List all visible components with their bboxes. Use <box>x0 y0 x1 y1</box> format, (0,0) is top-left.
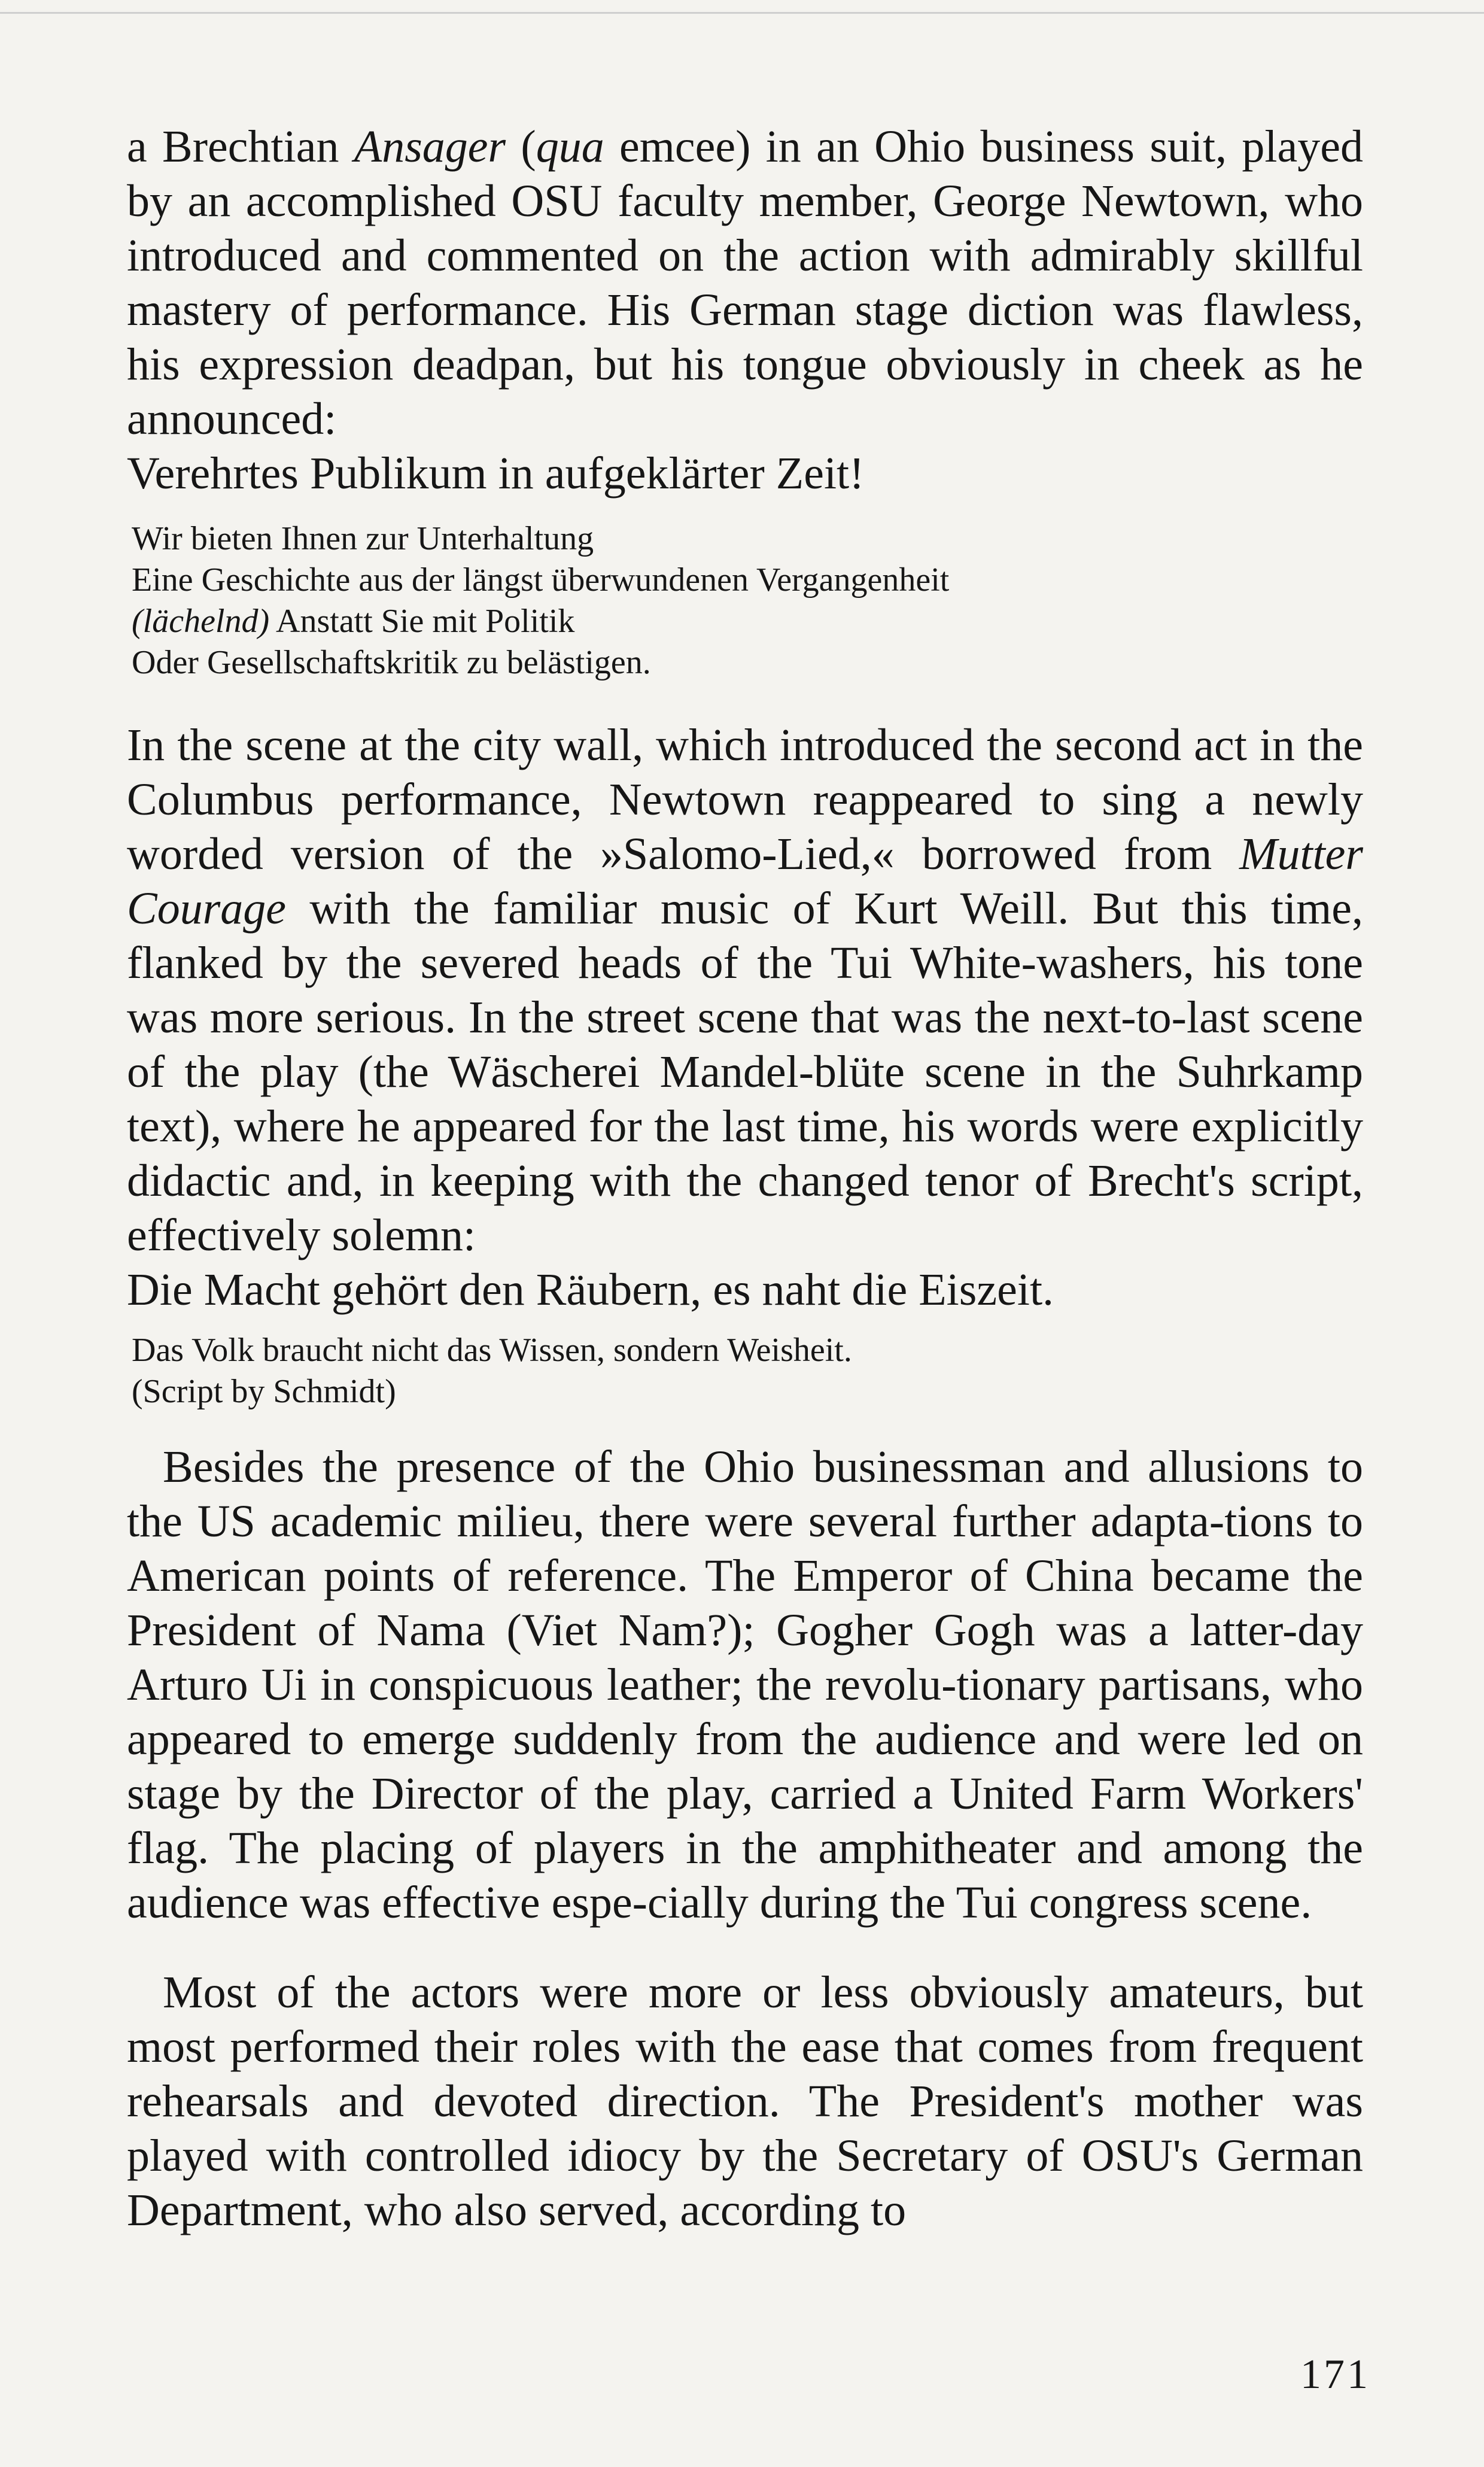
paragraph-4 <box>127 1965 1363 2238</box>
paragraph-1-text-a: a Brechtian <box>127 121 354 172</box>
title-mutter-courage: Mutter Courage <box>127 829 1363 934</box>
paragraph-3-body <box>127 1440 1363 1930</box>
quote-2-body <box>127 1330 1363 1412</box>
quote-1-line-3-rest: Anstatt Sie mit Politik <box>269 603 575 640</box>
paragraph-4-body <box>127 1965 1363 2238</box>
quote-block-1 <box>127 518 1363 683</box>
quote-1-line-1: Wir bieten Ihnen zur Unterhaltung <box>132 520 594 557</box>
paragraph-1-body <box>127 120 1363 446</box>
paragraph-2-text-b: with the familiar music of Kurt Weill. But this time, flanked by the severed heads of the Tui White-washers, his tone was more serious. In the street scene that was the next-to-last scene of the play (the Wäscherei Mandel-blüte scene in the Suhrkamp text), where he appeared for the last time, his words were explicitly didactic and, in keeping with the changed tenor of Brecht's script, effectively solemn: <box>127 883 1363 1260</box>
paragraph-2-text-a: In the scene at the city wall, which introduced the second act in the Columbus performance, Newtown reappeared to sing a newly worded version of the »Salomo-Lied,« borrowed from <box>127 720 1363 879</box>
quote-1-line-4: Oder Gesellschaftskritik zu belästigen. <box>132 644 651 681</box>
top-edge-rule <box>0 12 1484 14</box>
stage-direction-laechelnd: (lächelnd) <box>132 603 270 640</box>
term-qua: qua <box>536 121 604 172</box>
paragraph-3-text: Besides the presence of the Ohio businessman and allusions to the US academic milieu, there were several further adapta-tions to American points of reference. The Emperor of China became the President of Nama (Viet Nam?); Gogher Gogh was a latter-day Arturo Ui in conspicuous leather; the revolu-tionary partisans, who appeared to emerge suddenly from the audience and were led on stage by the Director of the play, carried a United Farm Workers' flag. The placing of players in the amphitheater and among the audience was effective espe-cially during the Tui congress scene. <box>127 1442 1363 1928</box>
paragraph-1 <box>127 120 1363 501</box>
paragraph-1-text-c: emcee) in an Ohio business suit, played by an accomplished OSU faculty member, George Newtown, who introduced and commented on the action with admirably skillful mastery of performance. His German stage diction was flawless, his expression deadpan, but his tongue obviously in cheek as he announced: <box>127 121 1364 444</box>
paragraph-1-text-b: ( <box>506 121 536 172</box>
page-number: 171 <box>1300 2351 1370 2398</box>
verse-opening-line <box>127 446 1363 501</box>
verse-line-macht <box>127 1263 1363 1317</box>
paragraph-2-body <box>127 718 1363 1263</box>
paragraph-4-text: Most of the actors were more or less obviously amateurs, but most performed their roles with the ease that comes from frequent rehearsals and devoted direction. The President's mother was played with controlled idiocy by the Secretary of OSU's German Department, who also served, according to <box>127 1967 1363 2235</box>
quote-2-line-1: Das Volk braucht nicht das Wissen, sondern Weisheit. <box>132 1332 852 1369</box>
quote-block-2 <box>127 1330 1363 1412</box>
script-attribution: (Script by Schmidt) <box>132 1373 396 1410</box>
verse-line-verehrtes: Verehrtes Publikum in aufgeklärter Zeit! <box>127 448 865 499</box>
term-ansager: Ansager <box>354 121 506 172</box>
quote-1-line-2: Eine Geschichte aus der längst überwundenen Vergangenheit <box>132 561 950 598</box>
verse-line-die-macht: Die Macht gehört den Räubern, es naht die Eiszeit. <box>127 1265 1054 1315</box>
paragraph-2 <box>127 718 1363 1317</box>
quote-1-body <box>127 518 1363 683</box>
paragraph-3 <box>127 1440 1363 1930</box>
quote-1-line-3 <box>132 601 1363 642</box>
